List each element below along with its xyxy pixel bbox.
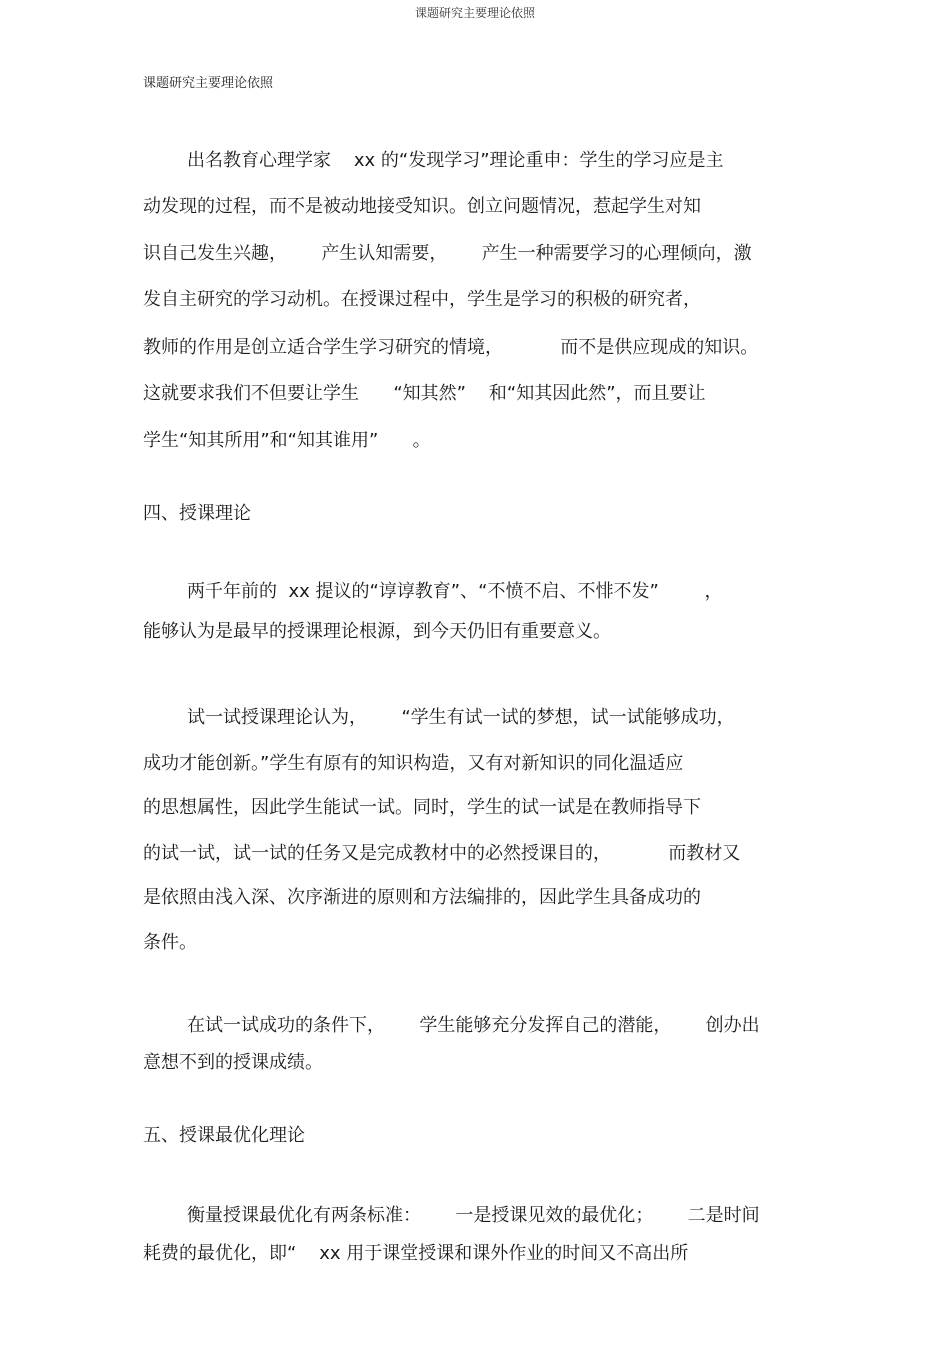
paragraph-4-line-2: 意想不到的授课成绩。	[143, 1052, 323, 1073]
paragraph-1-line-3: 识自己发生兴趣， 产生认知需要， 产生一种需要学习的心理倾向，激	[143, 243, 752, 264]
paragraph-5-line-1: 衡量授课最优化有两条标准： 一是授课见效的最优化； 二是时间	[187, 1205, 760, 1226]
paragraph-1-line-4: 发自主研究的学习动机。在授课过程中，学生是学习的积极的研究者，	[143, 289, 701, 310]
paragraph-2-line-1: 两千年前的 xx 提议的“谆谆教育”、“不愤不启、不悱不发” ，	[187, 581, 723, 602]
section-heading-5: 五、授课最优化理论	[143, 1125, 305, 1146]
paragraph-5-line-2: 耗费的最优化，即“ xx 用于课堂授课和课外作业的时间又不高出所	[143, 1243, 689, 1264]
paragraph-3-line-2: 成功才能创新。”学生有原有的知识构造，又有对新知识的同化温适应	[143, 753, 684, 774]
running-header: 课题研究主要理论依照	[414, 6, 535, 20]
paragraph-3-line-4: 的试一试，试一试的任务又是完成教材中的必然授课目的， 而教材又	[143, 843, 741, 864]
paragraph-3-line-3: 的思想属性，因此学生能试一试。同时，学生的试一试是在教师指导下	[143, 797, 701, 818]
paragraph-1-line-7: 学生“知其所用”和“知其谁用” 。	[143, 430, 431, 451]
paragraph-3-line-5: 是依照由浅入深、次序渐进的原则和方法编排的，因此学生具备成功的	[143, 887, 701, 908]
paragraph-3-line-1: 试一试授课理论认为， “学生有试一试的梦想，试一试能够成功，	[187, 707, 735, 728]
section-heading-4: 四、授课理论	[143, 503, 251, 524]
paragraph-1-line-2: 动发现的过程，而不是被动地接受知识。创立问题情况，惹起学生对知	[143, 196, 701, 217]
paragraph-4-line-1: 在试一试成功的条件下， 学生能够充分发挥自己的潜能， 创办出	[187, 1015, 760, 1036]
paragraph-1-line-1: 出名教育心理学家 xx 的“发现学习”理论重申：学生的学习应是主	[187, 150, 724, 171]
paragraph-2-line-2: 能够认为是最早的授课理论根源，到今天仍旧有重要意义。	[143, 621, 611, 642]
document-title: 课题研究主要理论依照	[143, 76, 274, 91]
paragraph-1-line-6: 这就要求我们不但要让学生 “知其然” 和“知其因此然”，而且要让	[143, 383, 706, 404]
paragraph-3-line-6: 条件。	[143, 932, 197, 953]
paragraph-1-line-5: 教师的作用是创立适合学生学习研究的情境， 而不是供应现成的知识。	[143, 337, 759, 358]
